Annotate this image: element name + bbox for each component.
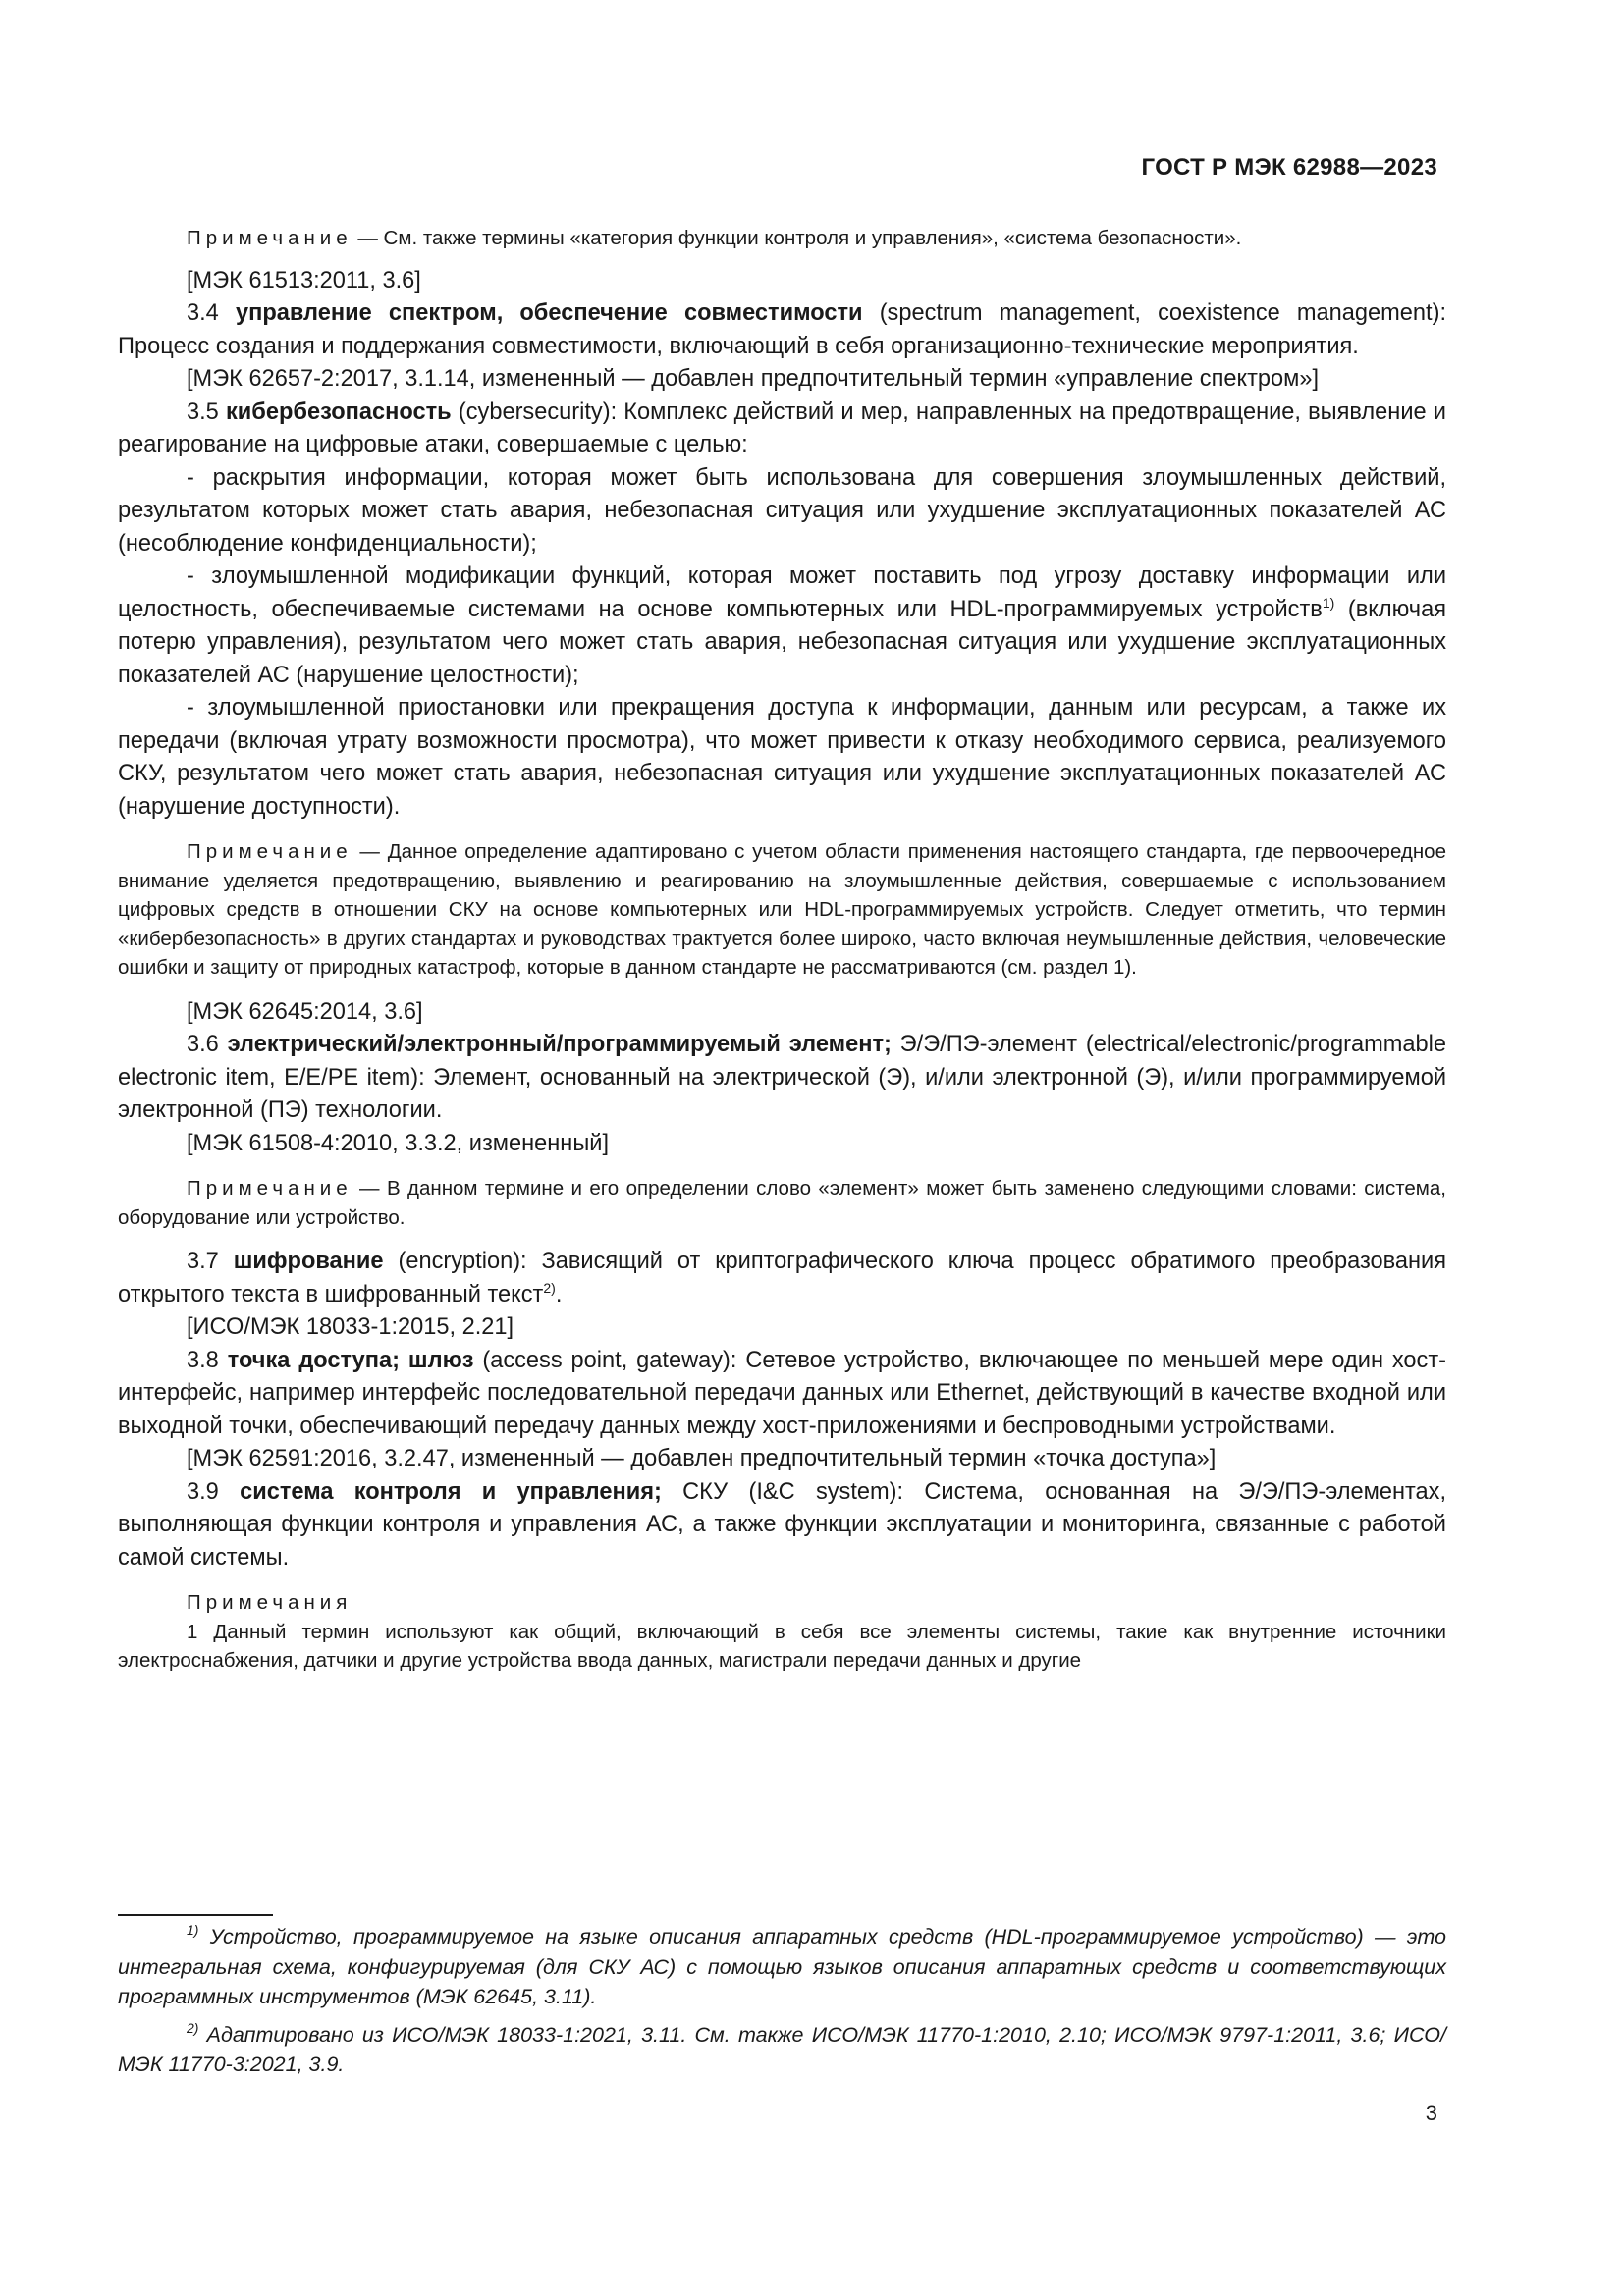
standard-header: ГОСТ Р МЭК 62988—2023 [1141,154,1437,181]
list-item: - злоумышленной модификации функций, которая может поставить под угрозу доставку информации или целостность, обеспечиваемые системами на основе компьютерных или HDL-программируемых устройств$^{1)}$ (включая потерю управления), результатом чего может стать авария, небезопасная ситуация или ухудшение эксплуатационных показателей АС (нарушение целостности); [118,563,1446,688]
term-definition: (cybersecurity): Комплекс действий и мер, направленных на предотвращение, выявление и реагирование на цифровые атаки, совершаемые с целью: [118,399,1446,457]
footnote-1: $^{1)}$ Устройство, программируемое на языке описания аппаратных средств (HDL-программируемое устройство) — это интегральная схема, конфигурируемая (для СКУ АС) с помощью языков описания аппаратных средств и соответствующих программных инструментов (МЭК 62645, 3.11). [118,1922,1446,2008]
term-3-9: 3.9 система контроля и управления; СКУ (I&C system): Система, основанная на Э/Э/ПЭ-элементах, выполняющая функции контроля и управления АС, а также функции эксплуатации и мониторинга, связанные с работой самой системы. [118,1478,1446,1571]
note-label: Примечание [187,840,352,863]
term-title: электрический/электронный/программируемый элемент; [227,1032,892,1057]
term-definition: СКУ (I&C system): Система, основанная на Э/Э/ПЭ-элементах, выполняющая функции контроля и управления АС, а также функции эксплуатации и мониторинга, связанные с работой самой системы. [118,1478,1446,1571]
term-3-5: 3.5 кибербезопасность (cybersecurity): Комплекс действий и мер, направленных на предотвращение, выявление и реагирование на цифровые атаки, совершаемые с целью: [118,399,1446,457]
document-body [118,224,1446,1676]
term-title: управление спектром, обеспечение совместимости [235,300,863,326]
note-text: — В данном термине и его определении слово «элемент» может быть заменено следующими словами: система, оборудование или устройство. [118,1177,1446,1229]
term-title: кибербезопасность [225,399,452,425]
reference: [МЭК 62645:2014, 3.6] [187,998,423,1025]
term-3-6: 3.6 электрический/электронный/программируемый элемент; Э/Э/ПЭ-элемент (electrical/electronic/programmable electronic item, E/E/PE item): Элемент, основанный на электрической (Э), и/или электронной (Э), и/или программируемой электронной (ПЭ) технологии. [118,1032,1447,1123]
note-label: Примечание [187,227,352,249]
footnote-2: $^{2)}$ Адаптировано из ИСО/МЭК 18033-1:2021, 3.11. См. также ИСО/МЭК 11770-1:2010, 2.10; ИСО/МЭК 9797-1:2011, 3.6; ИСО/МЭК 11770-3:2021, 3.9. [118,2019,1446,2076]
notes-heading: Примечания [187,1591,352,1614]
reference: [МЭК 62657-2:2017, 3.1.14, измененный — добавлен предпочтительный термин «управление спектром»] [187,366,1320,392]
term-definition: (encryption): Зависящий от криптографического ключа процесс обратимого преобразования открытого текста в шифрованный текст [118,1249,1446,1308]
note-paragraph [118,837,1446,983]
term-title: точка доступа; шлюз [227,1347,474,1373]
note-paragraph [118,224,1446,253]
footnote-divider [118,1914,273,1916]
term-3-8: 3.8 точка доступа; шлюз (access point, gateway): Сетевое устройство, включающее по меньшей мере один хост-интерфейс, например интерфейс последовательной передачи данных или Ethernet, действующий в качестве входной или выходной точки, обеспечивающий передачу данных между хост-приложениями и беспроводными устройствами. [118,1347,1447,1439]
note-text: — См. также термины «категория функции контроля и управления», «система безопасности». [352,227,1242,249]
term-title: шифрование [233,1249,384,1274]
term-3-7: 3.7 шифрование (encryption): Зависящий от криптографического ключа процесс обратимого преобразования открытого текста в шифрованный текст$^{2)}$. [118,1249,1446,1308]
reference: [ИСО/МЭК 18033-1:2015, 2.21] [187,1314,514,1340]
term-definition: (access point, gateway): Сетевое устройство, включающее по меньшей мере один хост-интерфейс, например интерфейс последовательной передачи данных или Ethernet, действующий в качестве входной или выходной точки, обеспечивающий передачу данных между хост-приложениями и беспроводными устройствами. [118,1347,1447,1439]
reference: [МЭК 62591:2016, 3.2.47, измененный — добавлен предпочтительный термин «точка доступа»] [187,1446,1217,1471]
term-title: система контроля и управления; [240,1478,662,1505]
footnotes [118,1922,1446,2088]
page-number: 3 [1425,2101,1437,2125]
note-item: 1 Данный термин используют как общий, включающий в себя все элементы системы, такие как внутренние источники электроснабжения, датчики и другие устройства ввода данных, магистрали передачи данных и другие [118,1620,1446,1672]
note-text: — Данное определение адаптировано с учетом области применения настоящего стандарта, где первоочередное внимание уделяется предотвращению, выявлению и реагированию на злоумышленные действия, совершаемые с использованием цифровых средств в отношении СКУ на основе компьютерных или HDL-программируемых устройств. Следует отметить, что термин «кибербезопасность» в других стандартах и руководствах трактуется более широко, часто включая неумышленные действия, человеческие ошибки и защиту от природных катастроф, которые в данном стандарте не рассматриваются (см. раздел 1). [118,840,1446,979]
list-item: - раскрытия информации, которая может быть использована для совершения злоумышленных действий, результатом которых может стать авария, небезопасная ситуация или ухудшение эксплуатационных показателей АС (несоблюдение конфиденциальности); [118,464,1446,557]
reference: [МЭК 61513:2011, 3.6] [187,267,421,294]
reference: [МЭК 61508-4:2010, 3.3.2, измененный] [187,1130,610,1156]
term-definition: Э/Э/ПЭ-элемент (electrical/electronic/programmable electronic item, E/E/PE item): Элемент, основанный на электрической (Э), и/или электронной (Э), и/или программируемой электронной (ПЭ) технологии. [118,1032,1447,1123]
term-3-4: 3.4 управление спектром, обеспечение совместимости (spectrum management, coexistence management): Процесс создания и поддержания совместимости, включающий в себя организационно-технические мероприятия. [118,300,1447,359]
list-item: - злоумышленной приостановки или прекращения доступа к информации, данным или ресурсам, а также их передачи (включая утрату возможности просмотра), что может привести к отказу необходимого сервиса, реализуемого СКУ, результатом чего может стать авария, небезопасная ситуация или ухудшение эксплуатационных показателей АС (нарушение доступности). [118,695,1446,820]
note-paragraph [118,1174,1446,1232]
note-label: Примечание [187,1177,352,1200]
footnote-ref: 1) [1322,594,1335,611]
term-definition: (spectrum management, coexistence management): Процесс создания и поддержания совместимости, включающий в себя организационно-технические мероприятия. [118,300,1447,359]
footnote-ref: 2) [543,1279,556,1296]
